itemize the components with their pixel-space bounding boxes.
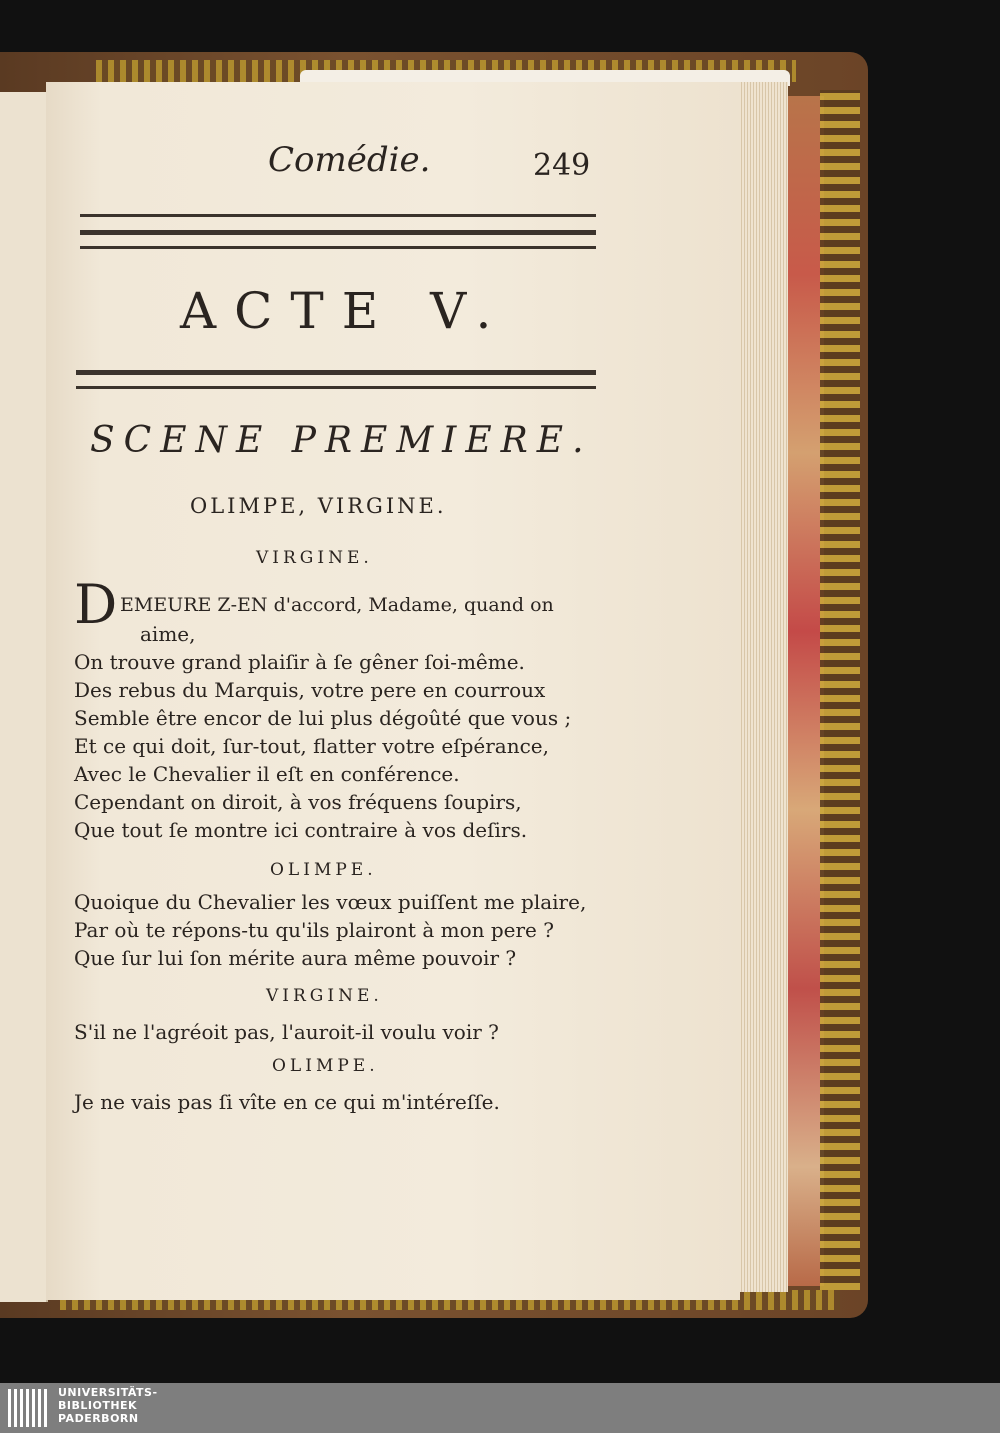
speaker-name: OLIMPE. [270, 860, 377, 880]
verse-line: Que tout ſe montre ici contraire à vos deſirs. [74, 818, 528, 842]
running-head: Comédie. [268, 140, 431, 180]
rule-mid-2 [76, 386, 596, 389]
act-title: ACTE V. [180, 282, 510, 340]
rule-top-3 [80, 246, 596, 249]
speaker-name: OLIMPE. [272, 1056, 379, 1076]
library-footer [0, 1383, 1000, 1433]
verse-line: Et ce qui doit, ſur-tout, flatter votre eſpérance, [74, 734, 549, 758]
rule-mid-1 [76, 370, 596, 375]
characters-list: OLIMPE, VIRGINE. [190, 494, 447, 518]
page-number: 249 [533, 148, 591, 183]
marbled-fore-edge [784, 96, 824, 1286]
verse-line: EMEURE Z-EN d'accord, Madame, quand on [120, 594, 554, 616]
drop-capital: D [74, 573, 118, 636]
verse-line: Je ne vais pas ſi vîte en ce qui m'intéreſſe. [74, 1090, 500, 1114]
verse-line: Cependant on diroit, à vos fréquens ſoupirs, [74, 790, 522, 814]
page-block-edges [736, 82, 788, 1292]
verse-line: Par où te répons-tu qu'ils plairont à mon pere ? [74, 918, 554, 942]
gilt-border-right [820, 90, 860, 1290]
verse-line: S'il ne l'agréoit pas, l'auroit-il voulu voir ? [74, 1020, 499, 1044]
verse-line: Que ſur lui ſon mérite aura même pouvoir ? [74, 946, 517, 970]
verse-line: aime, [140, 622, 196, 646]
library-logo-text [58, 1386, 158, 1425]
library-bars-icon [8, 1389, 50, 1427]
verse-line: On trouve grand plaiſir à ſe gêner ſoi-même. [74, 650, 525, 674]
verse-line: Des rebus du Marquis, votre pere en courroux [74, 678, 546, 702]
speaker-name: VIRGINE. [256, 548, 373, 568]
logo-line: PADERBORN [58, 1412, 139, 1425]
left-page-edge [0, 92, 48, 1302]
logo-line: UNIVERSITÄTS- [58, 1386, 158, 1399]
rule-top-1 [80, 214, 596, 217]
logo-line: BIBLIOTHEK [58, 1399, 138, 1412]
speaker-name: VIRGINE. [266, 986, 383, 1006]
verse-line: Semble être encor de lui plus dégoûté que vous ; [74, 706, 572, 730]
scene-title: SCENE PREMIERE. [90, 420, 593, 461]
verse-line: Avec le Chevalier il eſt en conférence. [74, 762, 460, 786]
verse-line: Quoique du Chevalier les vœux puiſſent me plaire, [74, 890, 587, 914]
rule-top-2 [80, 230, 596, 235]
